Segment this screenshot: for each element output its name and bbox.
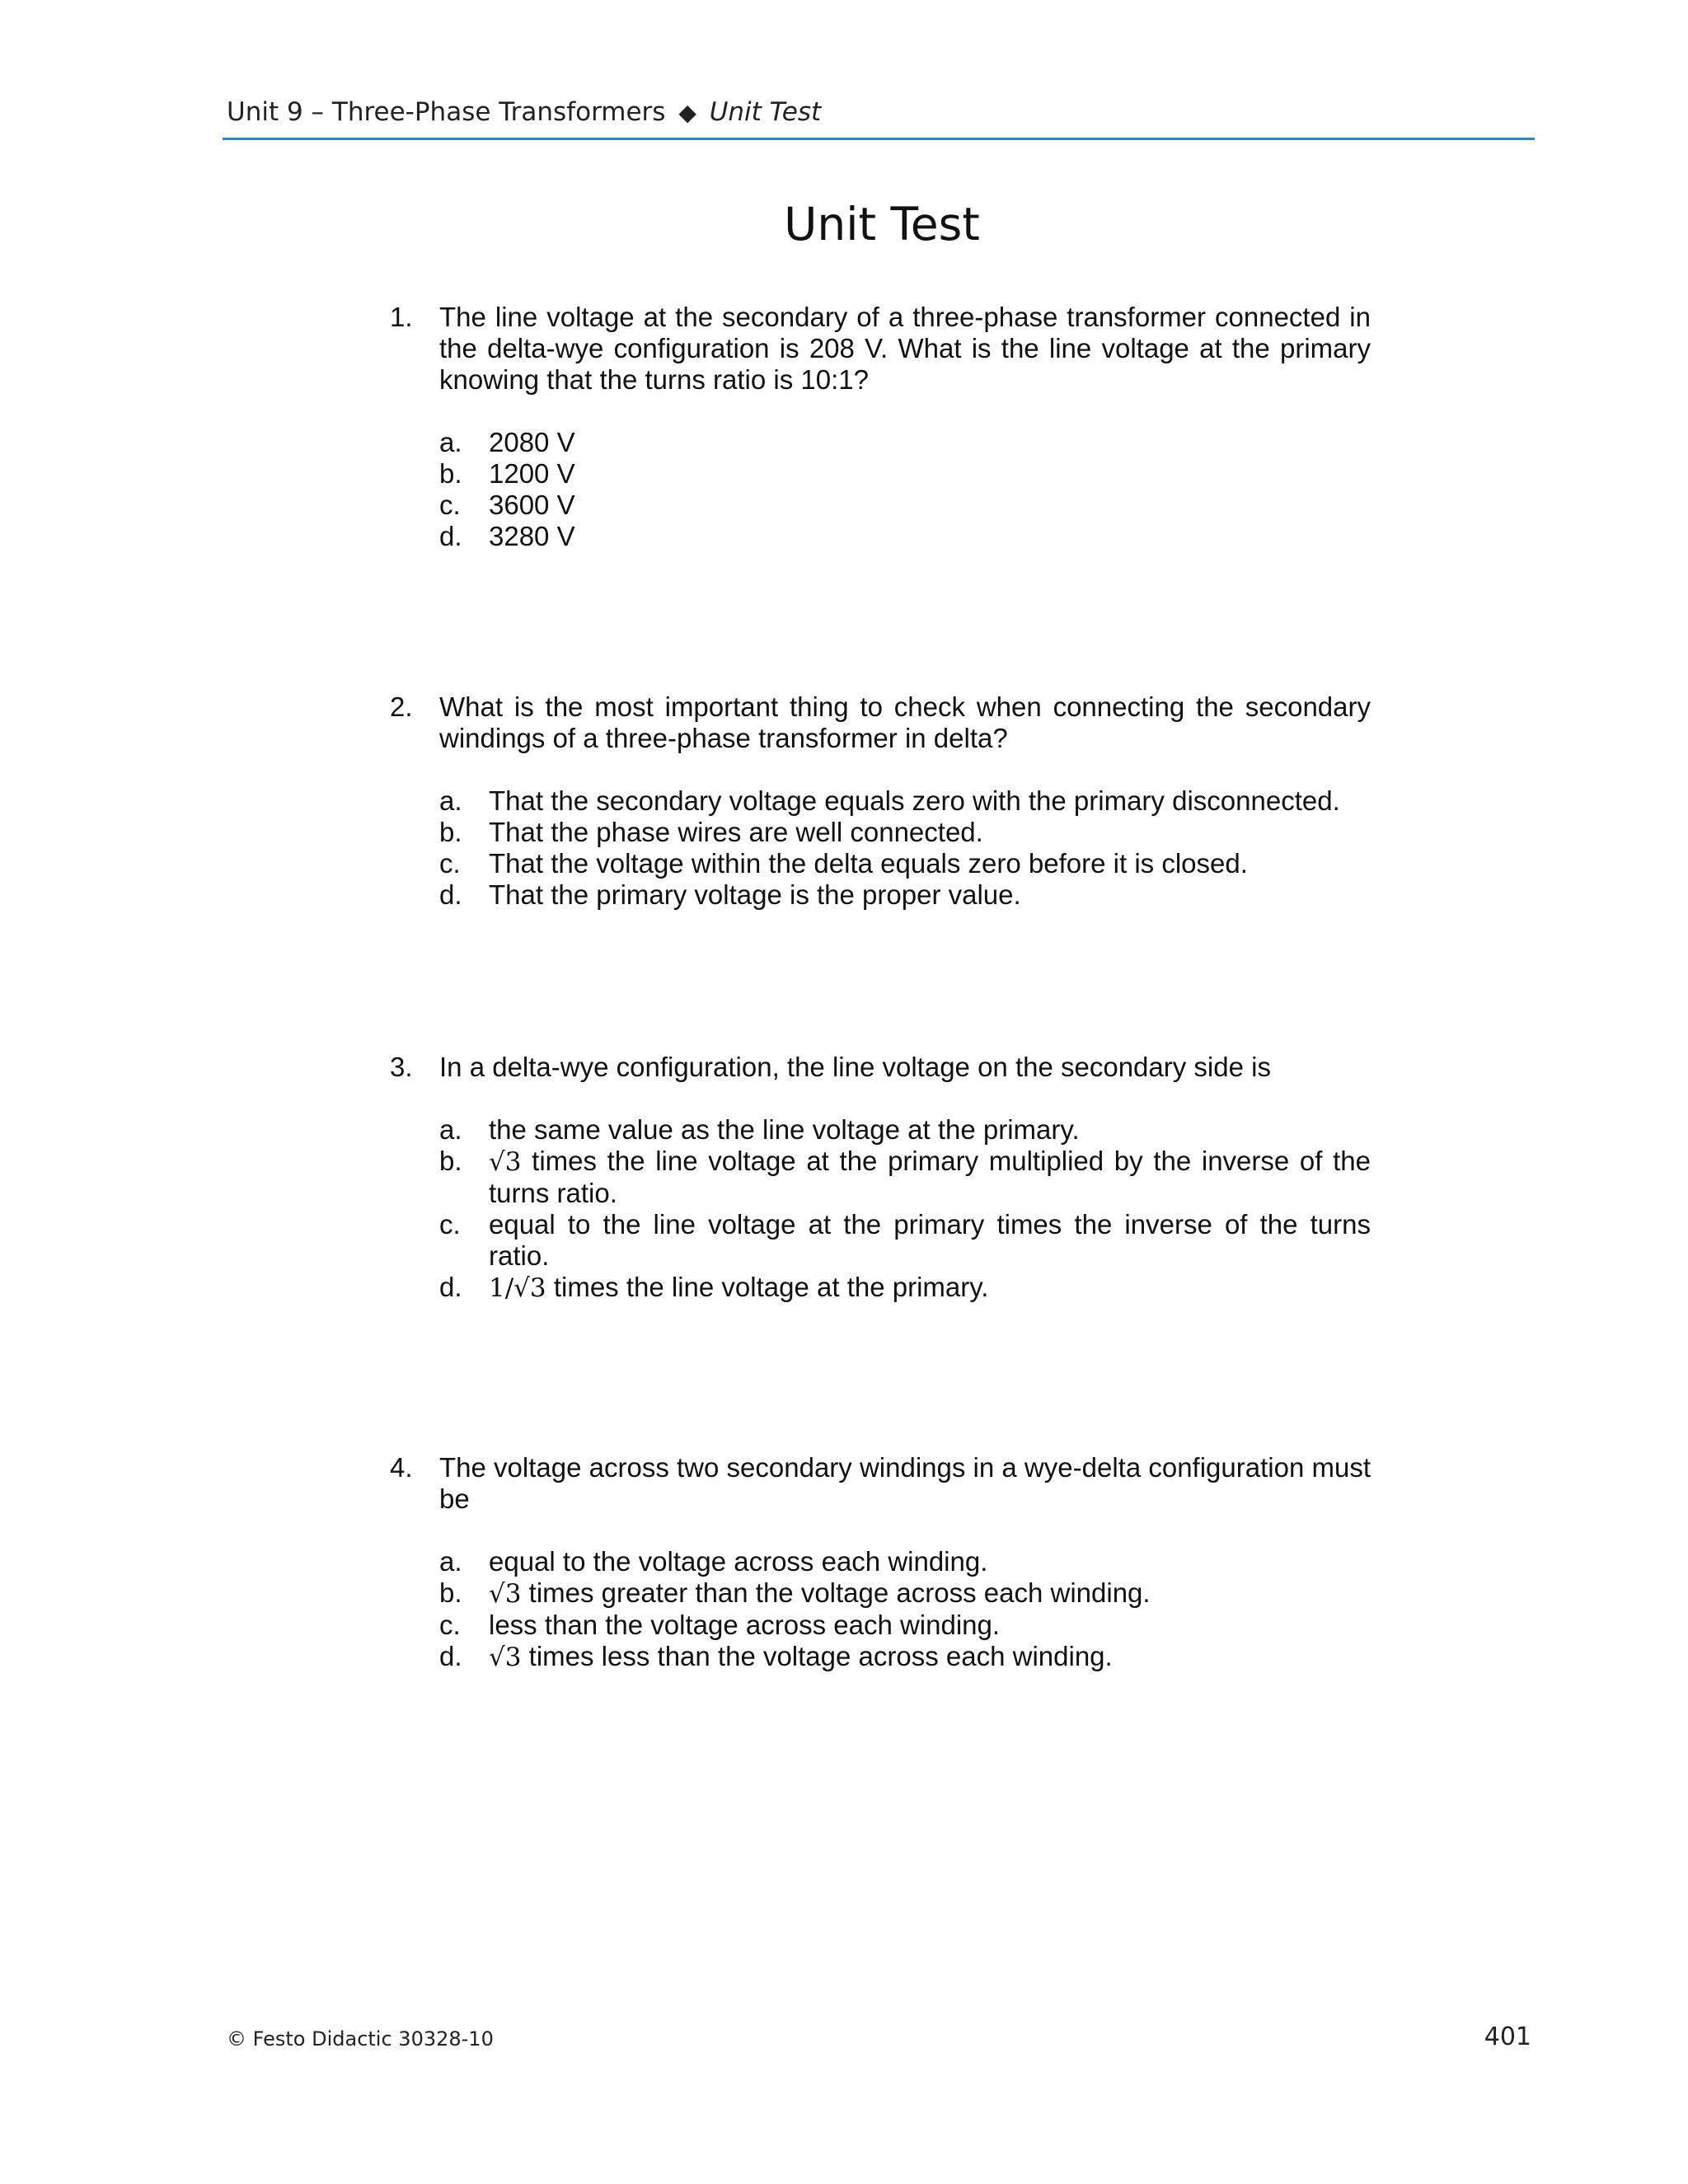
option-b: [439, 817, 1371, 848]
option-text: 3280 V: [489, 521, 575, 551]
option-b: [439, 458, 1371, 490]
option-letter: c.: [439, 1209, 461, 1240]
option-text: 1200 V: [489, 458, 575, 489]
option-text: That the primary voltage is the proper value.: [489, 879, 1021, 910]
option-letter: d.: [439, 879, 462, 910]
option-list: [439, 785, 1371, 911]
option-text: That the voltage within the delta equals zero before it is closed.: [489, 848, 1248, 879]
option-text: 2080 V: [489, 427, 575, 457]
question-text: In a delta-wye configuration, the line voltage on the secondary side is: [439, 1052, 1271, 1082]
option-text: That the secondary voltage equals zero with the primary disconnected.: [489, 785, 1340, 816]
option-c: [439, 1610, 1371, 1641]
option-text: times greater than the voltage across each winding.: [528, 1577, 1151, 1608]
option-text: times the line voltage at the primary multiplied by the inverse of the turns ratio.: [489, 1146, 1371, 1208]
question-text: The voltage across two secondary windings in a wye-delta configuration must be: [439, 1452, 1371, 1514]
option-letter: d.: [439, 1641, 462, 1671]
option-letter: b.: [439, 817, 462, 847]
option-letter: d.: [439, 521, 462, 551]
option-a: [439, 785, 1371, 817]
option-c: [439, 1209, 1371, 1272]
running-header: [227, 97, 1537, 127]
option-text: equal to the voltage across each winding.: [489, 1546, 988, 1577]
option-list: [439, 427, 1371, 552]
math-expression: √3: [489, 1147, 522, 1177]
option-list: [439, 1546, 1371, 1673]
diamond-separator-icon: ◆: [678, 99, 696, 126]
option-text: times the line voltage at the primary.: [553, 1272, 989, 1302]
page-number: 401: [1484, 2022, 1531, 2051]
header-section: Unit Test: [709, 97, 822, 127]
option-letter: a.: [439, 785, 462, 816]
question-3: [390, 1052, 1371, 1304]
option-a: [439, 427, 1371, 458]
option-d: [439, 1641, 1371, 1673]
option-letter: a.: [439, 1114, 462, 1145]
question-text: The line voltage at the secondary of a three-phase transformer connected in the delta-wye configuration is 208 V. What is the line voltage at the primary knowing that the turns ratio is 10:1?: [439, 302, 1371, 395]
option-b: [439, 1146, 1371, 1209]
option-b: [439, 1577, 1371, 1610]
header-rule: [223, 138, 1535, 140]
option-d: [439, 879, 1371, 911]
option-a: [439, 1114, 1371, 1146]
option-text: the same value as the line voltage at the primary.: [489, 1114, 1080, 1145]
page-title: Unit Test: [784, 198, 980, 251]
option-letter: c.: [439, 848, 461, 879]
option-text: equal to the line voltage at the primary times the inverse of the turns ratio.: [489, 1209, 1371, 1271]
option-d: [439, 1272, 1371, 1304]
option-letter: a.: [439, 1546, 462, 1577]
header-unit: Unit 9 – Three-Phase Transformers: [227, 97, 666, 127]
question-number: 3.: [390, 1052, 413, 1082]
copyright-footer: © Festo Didactic 30328-10: [227, 2027, 494, 2050]
option-list: [439, 1114, 1371, 1304]
option-text: less than the voltage across each winding.: [489, 1610, 1001, 1640]
option-d: [439, 521, 1371, 552]
question-number: 1.: [390, 302, 413, 332]
question-number: 4.: [390, 1452, 413, 1483]
math-expression: 1/√3: [489, 1273, 546, 1303]
question-text: What is the most important thing to check when connecting the secondary windings of a three-phase transformer in delta?: [439, 691, 1371, 753]
option-letter: b.: [439, 1146, 462, 1176]
question-1: [390, 302, 1371, 552]
math-expression: √3: [489, 1579, 522, 1609]
option-letter: b.: [439, 458, 462, 489]
option-letter: d.: [439, 1272, 462, 1302]
question-number: 2.: [390, 691, 413, 722]
option-letter: b.: [439, 1577, 462, 1608]
option-text: times less than the voltage across each winding.: [528, 1641, 1113, 1671]
option-text: 3600 V: [489, 490, 575, 520]
question-4: [390, 1452, 1371, 1673]
option-a: [439, 1546, 1371, 1577]
option-c: [439, 490, 1371, 521]
option-letter: c.: [439, 490, 461, 520]
option-letter: c.: [439, 1610, 461, 1640]
option-letter: a.: [439, 427, 462, 457]
option-text: That the phase wires are well connected.: [489, 817, 983, 847]
question-2: [390, 691, 1371, 911]
option-c: [439, 848, 1371, 879]
math-expression: √3: [489, 1643, 522, 1672]
